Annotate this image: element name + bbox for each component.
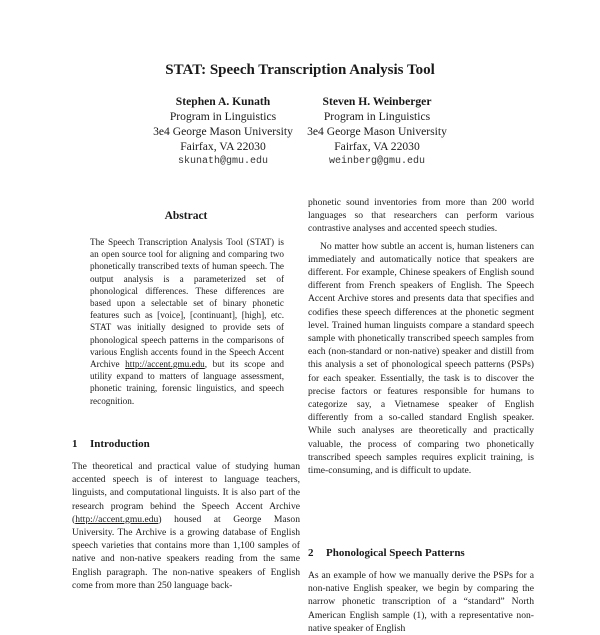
text-part: The theoretical and practical value of studying human accented speech is of interest to language teachers, linguists, and computational linguists. It is also part of the research program behind the Speech Accent Archive ( [72,461,300,525]
paragraph: No matter how subtle an accent is, human listeners can immediately and automatically notice that speakers are different. For example, Chinese speakers of English sound different from French speakers of English. The Speech Accent Archive stores and presents data that specifies and codifies these speech differences at the phonetic segment level. Trained human linguists compare a standard speech sample with phonetically transcribed speech samples from each (non-standard or non-native) speaker and distill from this analysis a set of phonological speech patterns (PSPs) for each speaker. Essentially, the task is to discover the precise factors or features responsible for humans to categorize say, a Vietnamese speaker of English differently from a so-called standard English speaker. While such analyses are theoretically and practically valuable, the process of comparing two phonetically transcribed speech samples requires explicit training, is time-consuming, and is difficult to update. [308,240,534,477]
author-address: 3e4 George Mason University [153,125,293,138]
paragraph: As an example of how we manually derive the PSPs for a non-native English speaker, we begin by comparing the narrow phonetic transcription of a “standard” North American English sample (1), with a representative non-native speaker of English [308,570,534,634]
abstract-text-part: The Speech Transcription Analysis Tool (STAT) is an open source tool for aligning and comparing two phonetically transcribed texts of human speech. The output analysis is a parameterized set of phonological differences. These differences are based upon a selectable set of binary phonetic features such as [voice], [continuant], [high], etc. STAT was initially designed to provide sets of phonological speech patterns in the comparisons of various English accents found in the Speech Accent Archive [90,237,284,370]
paragraph [72,460,300,592]
author-city: Fairfax, VA 22030 [334,140,420,153]
section-heading-phonological-speech-patterns [308,547,465,559]
section-title: Phonological Speech Patterns [326,547,465,559]
author-email: weinberg@gmu.edu [328,156,425,167]
section-number: 1 [72,438,78,450]
psp-body [308,569,534,635]
author-dept: Program in Linguistics [323,110,431,123]
paragraph: phonetic sound inventories from more than 200 world languages so that researchers can perform various contrastive analyses and accented speech studies. [308,197,534,235]
author-name: Steven H. Weinberger [322,95,432,108]
author-name: Stephen A. Kunath [175,95,271,108]
section-number: 2 [308,547,314,559]
author-city: Fairfax, VA 22030 [180,140,266,153]
author-email: skunath@gmu.edu [177,156,268,167]
right-column-body [308,196,534,477]
abstract-text-part: , but its scope and utility expand to matters of language assessment, phonetic training, forensic linguistics, and speech recognition. [90,359,284,406]
author-2 [302,94,452,169]
archive-link[interactable]: http://accent.gmu.edu [75,513,159,525]
abstract-text [90,236,284,407]
author-block [0,94,600,174]
introduction-body [72,460,300,592]
text-part: ) housed at George Mason University. The Archive is a growing database of English speech varieties that contains more than 1,100 samples of native and non-native speakers reading from the same English paragraph. The non-native speakers of English come from more than 250 language back- [72,513,300,591]
archive-link[interactable]: http://accent.gmu.edu [125,359,205,370]
author-dept: Program in Linguistics [169,110,277,123]
author-1 [148,94,298,169]
section-title: Introduction [90,438,150,450]
section-heading-introduction [72,438,150,450]
abstract-heading: Abstract [164,210,208,222]
paper-title: STAT: Speech Transcription Analysis Tool [165,62,435,78]
author-address: 3e4 George Mason University [307,125,447,138]
